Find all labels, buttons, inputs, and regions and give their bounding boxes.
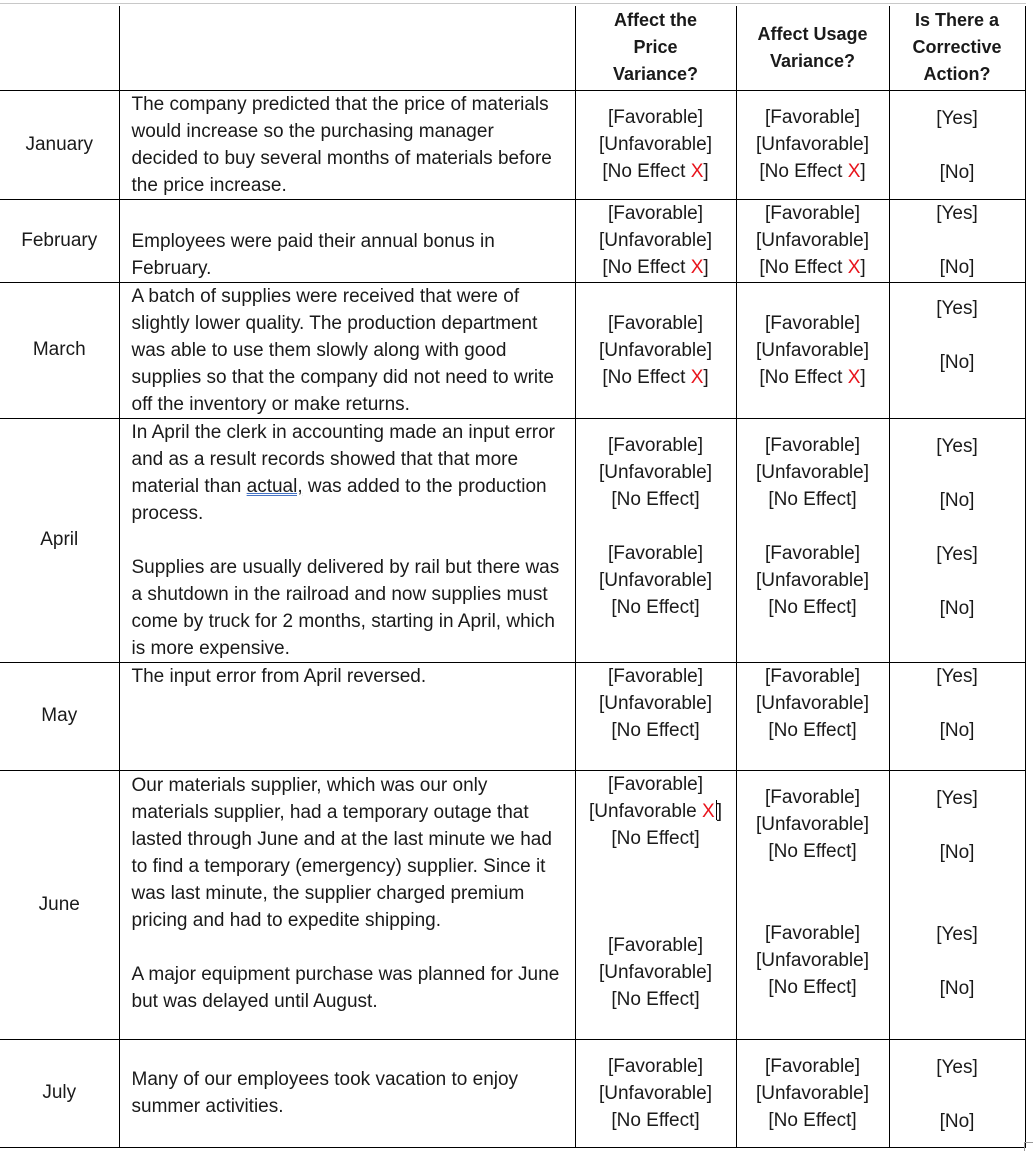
selected-mark: X — [847, 366, 861, 388]
corrective-action-options[interactable]: [Yes] [No] — [889, 282, 1025, 418]
price-variance-options[interactable]: [Favorable] [Unfavorable] [No Effect X] — [575, 90, 736, 199]
description-cell: The input error from April reversed. — [119, 662, 575, 770]
description-cell: Employees were paid their annual bonus in February. — [119, 199, 575, 282]
month-cell: April — [0, 418, 119, 662]
table-row-june — [0, 770, 1025, 1039]
description-cell: In April the clerk in accounting made an input error and as a result records showed that that more material than actual, was added to the production process. Supplies are usually delivered by rail but there was a shutdown in the railroad and now supplies must come by truck for 2 months, starting in April, which is more expensive. — [119, 418, 575, 662]
corrective-action-options[interactable]: [Yes] [No] — [889, 1039, 1025, 1147]
month-cell: March — [0, 282, 119, 418]
description-cell: Many of our employees took vacation to enjoy summer activities. — [119, 1039, 575, 1147]
month-cell: July — [0, 1039, 119, 1147]
header-row — [0, 6, 1025, 90]
month-cell: May — [0, 662, 119, 770]
corrective-action-options[interactable]: [Yes] [No] — [889, 199, 1025, 282]
selected-mark: X — [847, 257, 861, 278]
price-variance-options[interactable]: [Favorable] [Unfavorable] [No Effect] [Favorable] [Unfavorable] [No Effect] — [575, 418, 736, 662]
usage-variance-options[interactable]: [Favorable] [Unfavorable] [No Effect] — [736, 662, 889, 770]
table-row-january — [0, 90, 1025, 199]
description-cell: Our materials supplier, which was our only materials supplier, had a temporary outage that lasted through June and at the last minute we had to find a temporary (emergency) supplier. Since it was last minute, the supplier charged premium pricing and had to expedite shipping. A major equipment purchase was planned for June but was delayed until August. — [119, 770, 575, 1039]
corrective-action-options[interactable]: [Yes] [No] [Yes] [No] — [889, 770, 1025, 1039]
usage-variance-options[interactable]: [Favorable] [Unfavorable] [No Effect] [Favorable] [Unfavorable] [No Effect] — [736, 418, 889, 662]
table-row-april — [0, 418, 1025, 662]
usage-variance-options[interactable]: [Favorable] [Unfavorable] [No Effect] — [736, 1039, 889, 1147]
price-variance-options[interactable]: [Favorable] [Unfavorable] [No Effect X] — [575, 199, 736, 282]
corrective-action-options[interactable]: [Yes] [No] [Yes] [No] — [889, 418, 1025, 662]
month-cell: February — [0, 199, 119, 282]
price-variance-options[interactable]: [Favorable] [Unfavorable] [No Effect] — [575, 1039, 736, 1147]
table-row-february — [0, 199, 1025, 282]
table-row-may — [0, 662, 1025, 770]
usage-variance-options[interactable]: [Favorable] [Unfavorable] [No Effect X] — [736, 90, 889, 199]
corrective-action-options[interactable]: [Yes] [No] — [889, 662, 1025, 770]
variance-table — [0, 6, 1026, 1148]
corrective-action-options[interactable]: [Yes] [No] — [889, 90, 1025, 199]
usage-variance-options[interactable]: [Favorable] [Unfavorable] [No Effect X] — [736, 282, 889, 418]
table-row-march — [0, 282, 1025, 418]
spellcheck-underlined-word: actual, — [246, 475, 303, 497]
header-usage-variance: Affect Usage Variance? — [736, 6, 889, 90]
header-price-variance: Affect the Price Variance? — [575, 6, 736, 90]
month-cell: June — [0, 770, 119, 1039]
description-cell: A batch of supplies were received that were of slightly lower quality. The production department was able to use them slowly along with good supplies so that the company did not need to write off the inventory or make returns. — [119, 282, 575, 418]
top-rule — [0, 3, 1026, 4]
selected-mark: X — [690, 257, 704, 278]
header-month — [0, 6, 119, 90]
month-cell: January — [0, 90, 119, 199]
price-variance-options[interactable]: [Favorable] [Unfavorable] [No Effect] — [575, 662, 736, 770]
header-corrective-action: Is There a Corrective Action? — [889, 6, 1025, 90]
price-variance-options[interactable]: [Favorable] [Unfavorable X ] [No Effect] [Favorable] [Unfavorable] [No Effect] — [575, 770, 736, 1039]
description-cell: The company predicted that the price of materials would increase so the purchasing manager decided to buy several months of materials before the price increase. — [119, 90, 575, 199]
table-resize-handle[interactable] — [1024, 1142, 1033, 1151]
selected-mark: X — [702, 800, 715, 822]
usage-variance-options[interactable]: [Favorable] [Unfavorable] [No Effect X] — [736, 199, 889, 282]
price-variance-options[interactable]: [Favorable] [Unfavorable] [No Effect X] — [575, 282, 736, 418]
selected-mark: X — [690, 161, 704, 182]
usage-variance-options[interactable]: [Favorable] [Unfavorable] [No Effect] [Favorable] [Unfavorable] [No Effect] — [736, 770, 889, 1039]
selected-mark: X — [690, 366, 704, 388]
selected-mark: X — [847, 161, 861, 182]
header-description — [119, 6, 575, 90]
table-row-july — [0, 1039, 1025, 1147]
